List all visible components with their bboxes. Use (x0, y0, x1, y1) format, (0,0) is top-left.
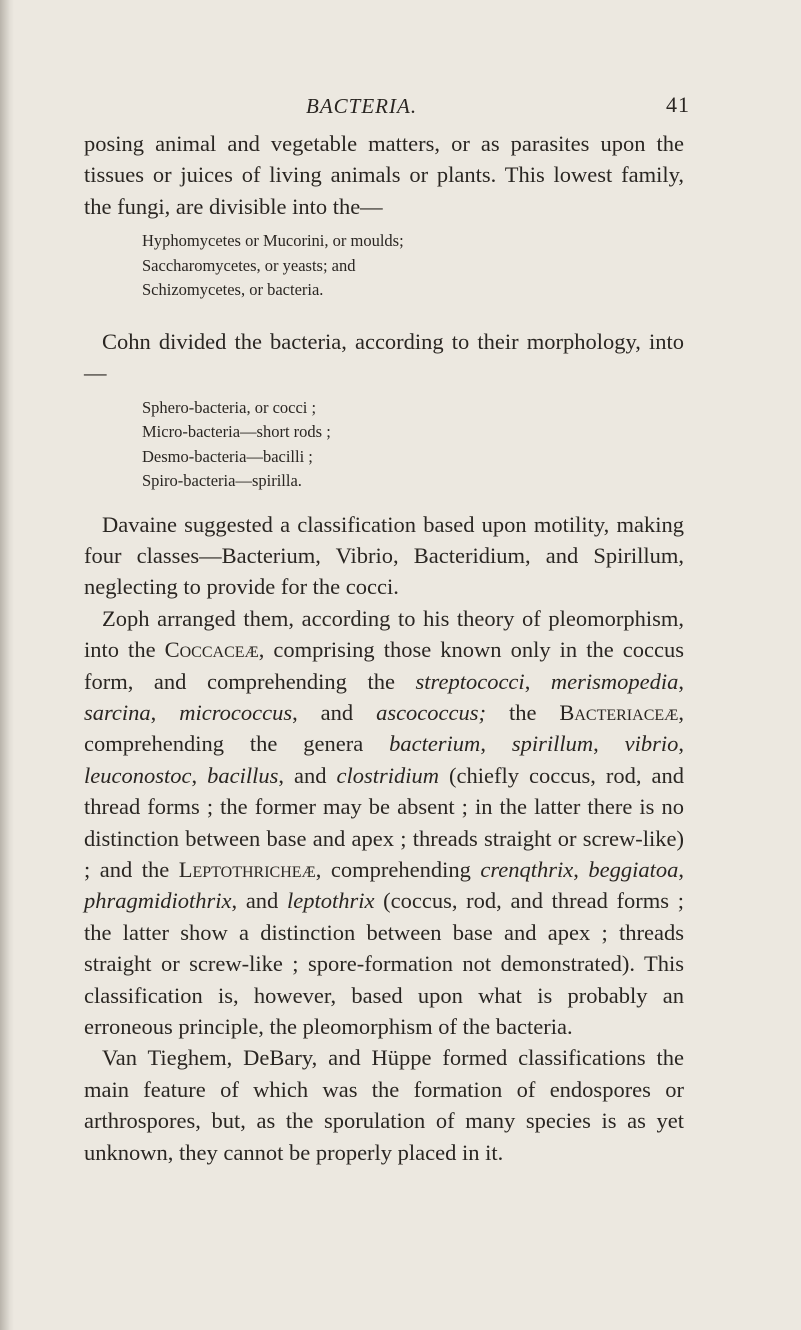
genus-term: streptococci (415, 668, 525, 694)
genus-term: bacterium (389, 731, 481, 757)
genus-term: phragmidiothrix (84, 888, 232, 914)
genus-term: bacillus (207, 762, 279, 788)
van-tieghem-paragraph: Van Tieghem, DeBary, and Hüppe formed classifications the main feature of which was the formation of endospores or arthrospores, but, as the sporulation of many species is as yet unknown, they cannot be properly placed in it. (84, 1045, 684, 1165)
book-page (84, 88, 690, 1168)
davaine-paragraph: Davaine suggested a classification based upon motility, making four classes—Bacterium, Vibrio, Bacteridium, and Spirillum, neglecting to provide for the cocci. (84, 511, 684, 600)
list-item: Sphero-bacteria, or cocci ; (142, 397, 317, 417)
running-head (84, 88, 690, 128)
list-item: Desmo-bacteria—bacilli ; (142, 446, 313, 466)
cohn-paragraph: Cohn divided the bacteria, according to their morphology, into— (84, 328, 684, 386)
fungi-list (142, 229, 684, 303)
list-item: Schizomycetes, or bacteria. (142, 280, 324, 300)
genus-term: sarcina (84, 699, 151, 725)
list-item: Saccharomycetes, or yeasts; and (142, 255, 356, 275)
leptothricheae-term: Leptothricheæ (178, 857, 316, 882)
zoph-paragraph: Zoph arranged them, according to his theory of pleomorphism, into the Coccaceæ, comprising those known only in the coccus form, and comprehending the streptococci, merismopedia, sarcina, micrococcus, and ascococcus; the Bacteriaceæ, comprehending the genera bacterium, spirillum, vibrio, leuconostoc, bacillus, and clostridium (chiefly coccus, rod, and thread forms ; the former may be absent ; in the latter there is no distinction between base and apex ; threads straight or screw-like) ; and the Leptothricheæ, comprehending crenqthrix, beggiatoa, phragmidiothrix, and leptothrix (coccus, rod, and thread forms ; the latter show a distinction between base and apex ; threads straight or screw-like ; spore-formation not demonstrated). This classification is, however, based upon what is probably an erroneous principle, the pleomorphism of the bacteria. (84, 605, 684, 1040)
page-number: 41 (666, 92, 690, 117)
list-item: Micro-bacteria—short rods ; (142, 422, 331, 442)
genus-term: leuconostoc (84, 762, 192, 788)
bacteriaceae-term: Bacteriaceæ (559, 699, 679, 725)
coccaceae-term: Coccaceæ (164, 637, 259, 663)
intro-paragraph: posing animal and vegetable matters, or as parasites upon the tissues or juices of living animals or plants. This lowest family, the fungi, are divisible into the— (84, 131, 684, 219)
genus-term: merismopedia (550, 668, 679, 694)
genus-term: clostridium (336, 762, 440, 788)
genus-term: leptothrix (287, 888, 375, 914)
list-item: Spiro-bacteria—spirilla. (142, 471, 302, 491)
genus-term: micrococcus (179, 699, 293, 725)
book-gutter-shadow (0, 0, 14, 1330)
genus-term: beggiatoa (588, 857, 679, 882)
list-item: Hyphomycetes or Mucorini, or moulds; (142, 231, 404, 251)
genus-term: spirillum (511, 731, 594, 757)
cohn-list (142, 396, 684, 494)
genus-term: ascococcus; (376, 699, 487, 725)
genus-term: vibrio (624, 731, 679, 757)
genus-term: crenqthrix (480, 857, 574, 882)
running-title: BACTERIA. (306, 94, 418, 118)
